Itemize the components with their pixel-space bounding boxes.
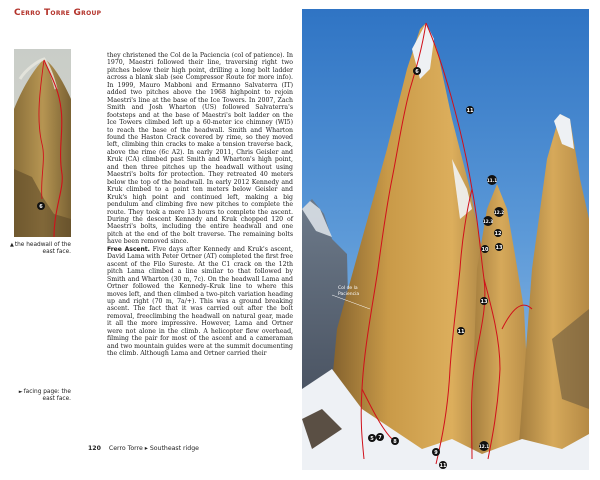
col-label-line2: Paciencia [338, 292, 360, 297]
col-label-line1: Col de la [338, 286, 358, 291]
marker: 10 [481, 247, 489, 253]
marker: 9 [434, 450, 438, 456]
thumb-marker: 6 [39, 204, 43, 210]
marker: 12.3 [482, 219, 494, 224]
paragraph-free-ascent: Free Ascent. Five days after Kennedy and Kruk's ascent, David Lama with Peter Ortner (AT) completed the first free ascent of the Filo Sureste. At the C1 crack on the 12th pitch Lama climbed a line similar to that followed by Smith and Wharton (30 m, 7c). On the headwall Lama and Ortner followed the Kennedy–Kruk line to where this moves left, and then climbed a two-pitch variation heading up and right (70 m, 7a/+). This was a ground breaking ascent. The fact that it was carried out after the bolt removal, freeclimbing the headwall on natural gear, made it all the more impressive. However, Lama and Ortner were not alone in the climb. A helicopter flew overhead, filming the pair for most of the ascent and a cameraman and two mountain guides were at the summit documenting the climb. Although Lama and Ortner carried their [107, 245, 293, 358]
caption-headwall: ▲the headwall of the east face. [10, 242, 71, 256]
marker: 5 [370, 436, 374, 442]
marker: 11 [439, 463, 447, 469]
marker: 12.1 [478, 444, 490, 449]
marker: 6 [415, 69, 419, 75]
pointer-up-icon: ▲ [10, 242, 14, 248]
marker: 7 [378, 435, 382, 441]
caption-facing-page: ►facing page: the east face. [18, 389, 71, 403]
section-title: Cerro Torre Group [14, 8, 102, 18]
east-face-photo [302, 9, 589, 470]
body-text [107, 52, 293, 358]
marker: 8 [393, 439, 397, 445]
running-head: Cerro Torre ▸ Southeast ridge [108, 445, 199, 452]
marker: 11.1 [486, 178, 498, 183]
paragraph: they christened the Col de la Paciencia (col of patience). In 1970, Maestri followed their line, traversing right two pitches below their high point, drilling a long bolt ladder across a blank slab (see Compressor Route for more info). In 1999, Mauro Mabboni and Ermanno Salvaterra (IT) added two pitches above the 1968 highpoint to rejoin Maestri's line at the base of the Ice Towers. In 2007, Zach Smith and Josh Wharton (US) followed Salvaterra's footsteps and at the base of Maestri's bolt ladder on the Ice Towers climbed left up a 60-meter ice chimney (WI5) to reach the base of the headwall. Smith and Wharton found the Haston Crack covered by rime, so they moved left, climbing thin cracks to make a tension traverse back, above the rime (6c A2). In early 2011, Chris Geisler and Kruk (CA) climbed past Smith and Wharton's high point, and then three pitches up the headwall without using Maestri's bolts for protection. They retreated 40 meters below the top of the headwall. In early 2012 Kennedy and Kruk climbed to a point ten meters below Geisler and Kruk's high point and continued left, making a big pendulum and climbing five new pitches to complete the route. They took a mere 13 hours to complete the ascent. During the descent Kennedy and Kruk chopped 120 of Maestri's bolts, including the entire headwall and one pitch at the end of the bolt traverse. The remaining bolts have been removed since. [107, 52, 293, 246]
marker: 13 [495, 245, 503, 251]
marker: 12.2 [493, 210, 505, 215]
free-ascent-heading: Free Ascent. [107, 245, 150, 253]
marker: 11 [457, 329, 465, 335]
marker: 13 [480, 299, 488, 305]
marker: 11 [466, 108, 474, 114]
marker: 12 [494, 231, 502, 237]
page-number: 120 [88, 445, 101, 452]
headwall-thumbnail-photo [14, 49, 71, 237]
page-footer [88, 445, 199, 452]
pointer-right-icon: ► [18, 389, 23, 395]
